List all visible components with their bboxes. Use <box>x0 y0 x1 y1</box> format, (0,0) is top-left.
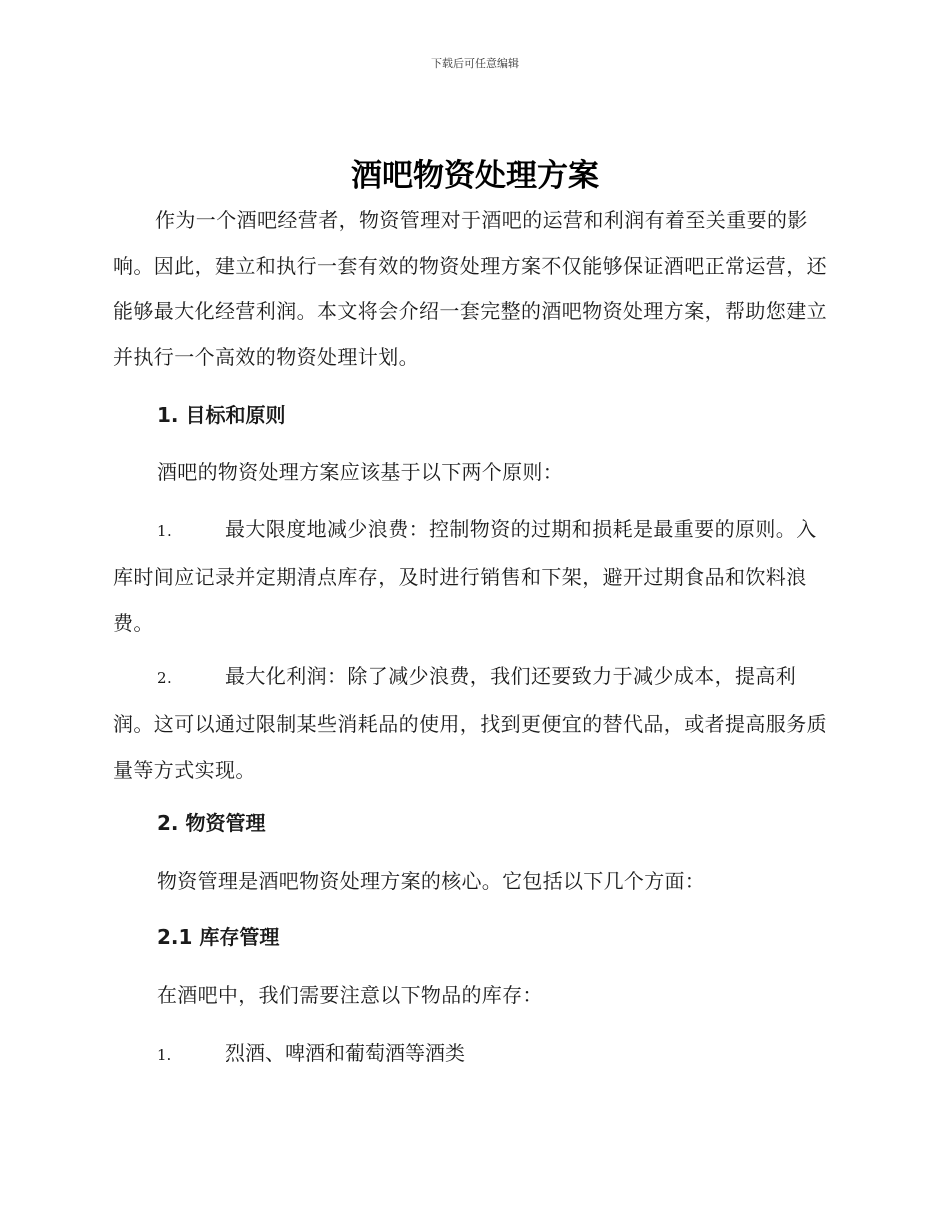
section1-heading: 1. 目标和原则 <box>157 403 286 427</box>
list-item <box>113 1038 465 1070</box>
list-item-text: 烈酒、啤酒和葡萄酒等酒类 <box>225 1041 465 1065</box>
list-item-number: 1. <box>157 1046 172 1064</box>
section2-lead: 物资管理是酒吧物资处理方案的核心。它包括以下几个方面： <box>157 869 706 893</box>
list-item <box>113 506 833 646</box>
subsection-lead: 在酒吧中，我们需要注意以下物品的库存： <box>157 983 543 1007</box>
section2-heading: 2. 物资管理 <box>157 811 266 835</box>
subsection-heading: 2.1 库存管理 <box>157 925 280 949</box>
list-item-text: 最大限度地减少浪费：控制物资的过期和损耗是最重要的原则。入库时间应记录并定期清点库存，及时进行销售和下架，避开过期食品和饮料浪费。 <box>113 517 817 635</box>
list-item-text: 最大化利润：除了减少浪费，我们还要致力于减少成本，提高利润。这可以通过限制某些消耗品的使用，找到更便宜的替代品，或者提高服务质量等方式实现。 <box>113 664 827 782</box>
list-item-number: 2. <box>157 669 173 687</box>
list-item <box>113 653 833 793</box>
page-header: 下载后可任意编辑 <box>431 57 519 70</box>
intro-paragraph: 作为一个酒吧经营者，物资管理对于酒吧的运营和利润有着至关重要的影响。因此，建立和执行一套有效的物资处理方案不仅能够保证酒吧正常运营，还能够最大化经营利润。本文将会介绍一套完整的酒吧物资处理方案，帮助您建立并执行一个高效的物资处理计划。 <box>113 208 827 369</box>
document-title: 酒吧物资处理方案 <box>351 158 599 194</box>
list-item-number: 1. <box>157 522 173 540</box>
section1-lead: 酒吧的物资处理方案应该基于以下两个原则： <box>157 460 563 484</box>
